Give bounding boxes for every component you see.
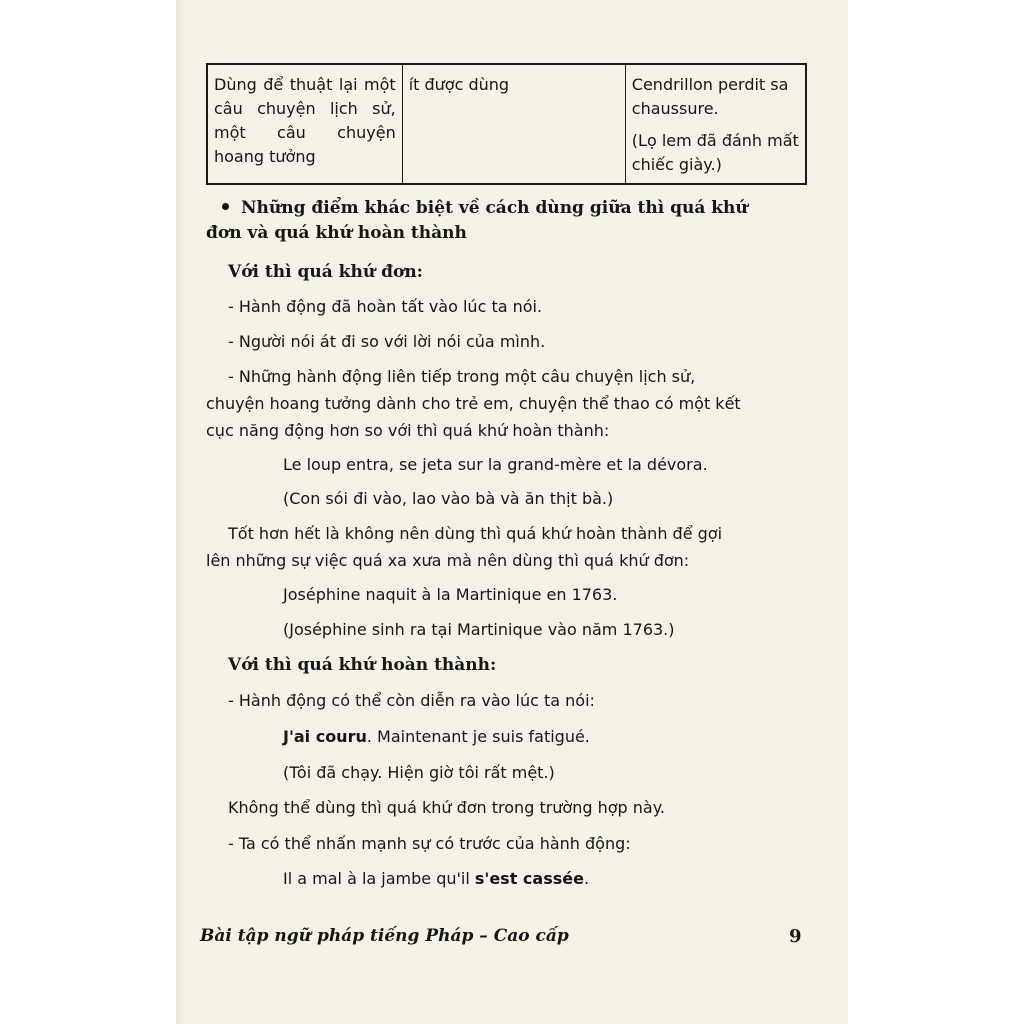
page-number: 9 [789, 926, 802, 947]
page-content [176, 0, 848, 1024]
list-item-continued: chuyện hoang tưởng dành cho trẻ em, chuyện thể thao có một kết [206, 394, 741, 413]
footer-book-title: Bài tập ngữ pháp tiếng Pháp – Cao cấp [200, 926, 569, 946]
table-cell-frequency: ít được dùng [402, 64, 625, 184]
list-item: - Ta có thể nhấn mạnh sự có trước của hành động: [228, 834, 631, 853]
bullet-icon [222, 203, 229, 210]
list-item: - Những hành động liên tiếp trong một câu chuyện lịch sử, [228, 367, 696, 386]
example-french: J'ai couru. Maintenant je suis fatigué. [283, 727, 590, 746]
book-page [176, 0, 848, 1024]
list-item: - Hành động đã hoàn tất vào lúc ta nói. [228, 297, 543, 316]
section-heading: Những điểm khác biệt về cách dùng giữa thì quá khứ [222, 197, 748, 219]
example-translation: (Joséphine sinh ra tại Martinique vào năm 1763.) [283, 620, 675, 639]
paragraph-line: Tốt hơn hết là không nên dùng thì quá khứ hoàn thành để gợi [228, 524, 723, 543]
example-french: Joséphine naquit à la Martinique en 1763. [283, 585, 618, 604]
table-cell-usage: Dùng để thuật lại một câu chuyện lịch sử, một câu chuyện hoang tưởng [207, 64, 402, 184]
example-french: Cendrillon perdit sa chaussure. [631, 75, 789, 118]
example-translation: (Lọ lem đã đánh mất chiếc giày.) [631, 131, 799, 174]
paragraph-line: lên những sự việc quá xa xưa mà nên dùng thì quá khứ đơn: [206, 551, 690, 570]
example-translation: (Tôi đã chạy. Hiện giờ tôi rất mệt.) [283, 763, 555, 782]
section-heading-continued: đơn và quá khứ hoàn thành [206, 223, 467, 243]
example-french: Il a mal à la jambe qu'il s'est cassée. [283, 869, 590, 888]
example-translation: (Con sói đi vào, lao vào bà và ăn thịt bà.) [283, 489, 614, 508]
list-item: - Người nói át đi so với lời nói của mình. [228, 332, 546, 351]
table-cell-example [625, 64, 806, 184]
example-french: Le loup entra, se jeta sur la grand-mère et la dévora. [283, 455, 708, 474]
perfect-heading: Với thì quá khứ hoàn thành: [228, 655, 497, 675]
list-item-continued: cục năng động hơn so với thì quá khứ hoàn thành: [206, 421, 610, 440]
simple-past-heading: Với thì quá khứ đơn: [228, 262, 423, 282]
paragraph-line: Không thể dùng thì quá khứ đơn trong trường hợp này. [228, 798, 665, 817]
list-item: - Hành động có thể còn diễn ra vào lúc ta nói: [228, 691, 595, 710]
table-row [207, 64, 806, 184]
usage-table [206, 63, 807, 185]
